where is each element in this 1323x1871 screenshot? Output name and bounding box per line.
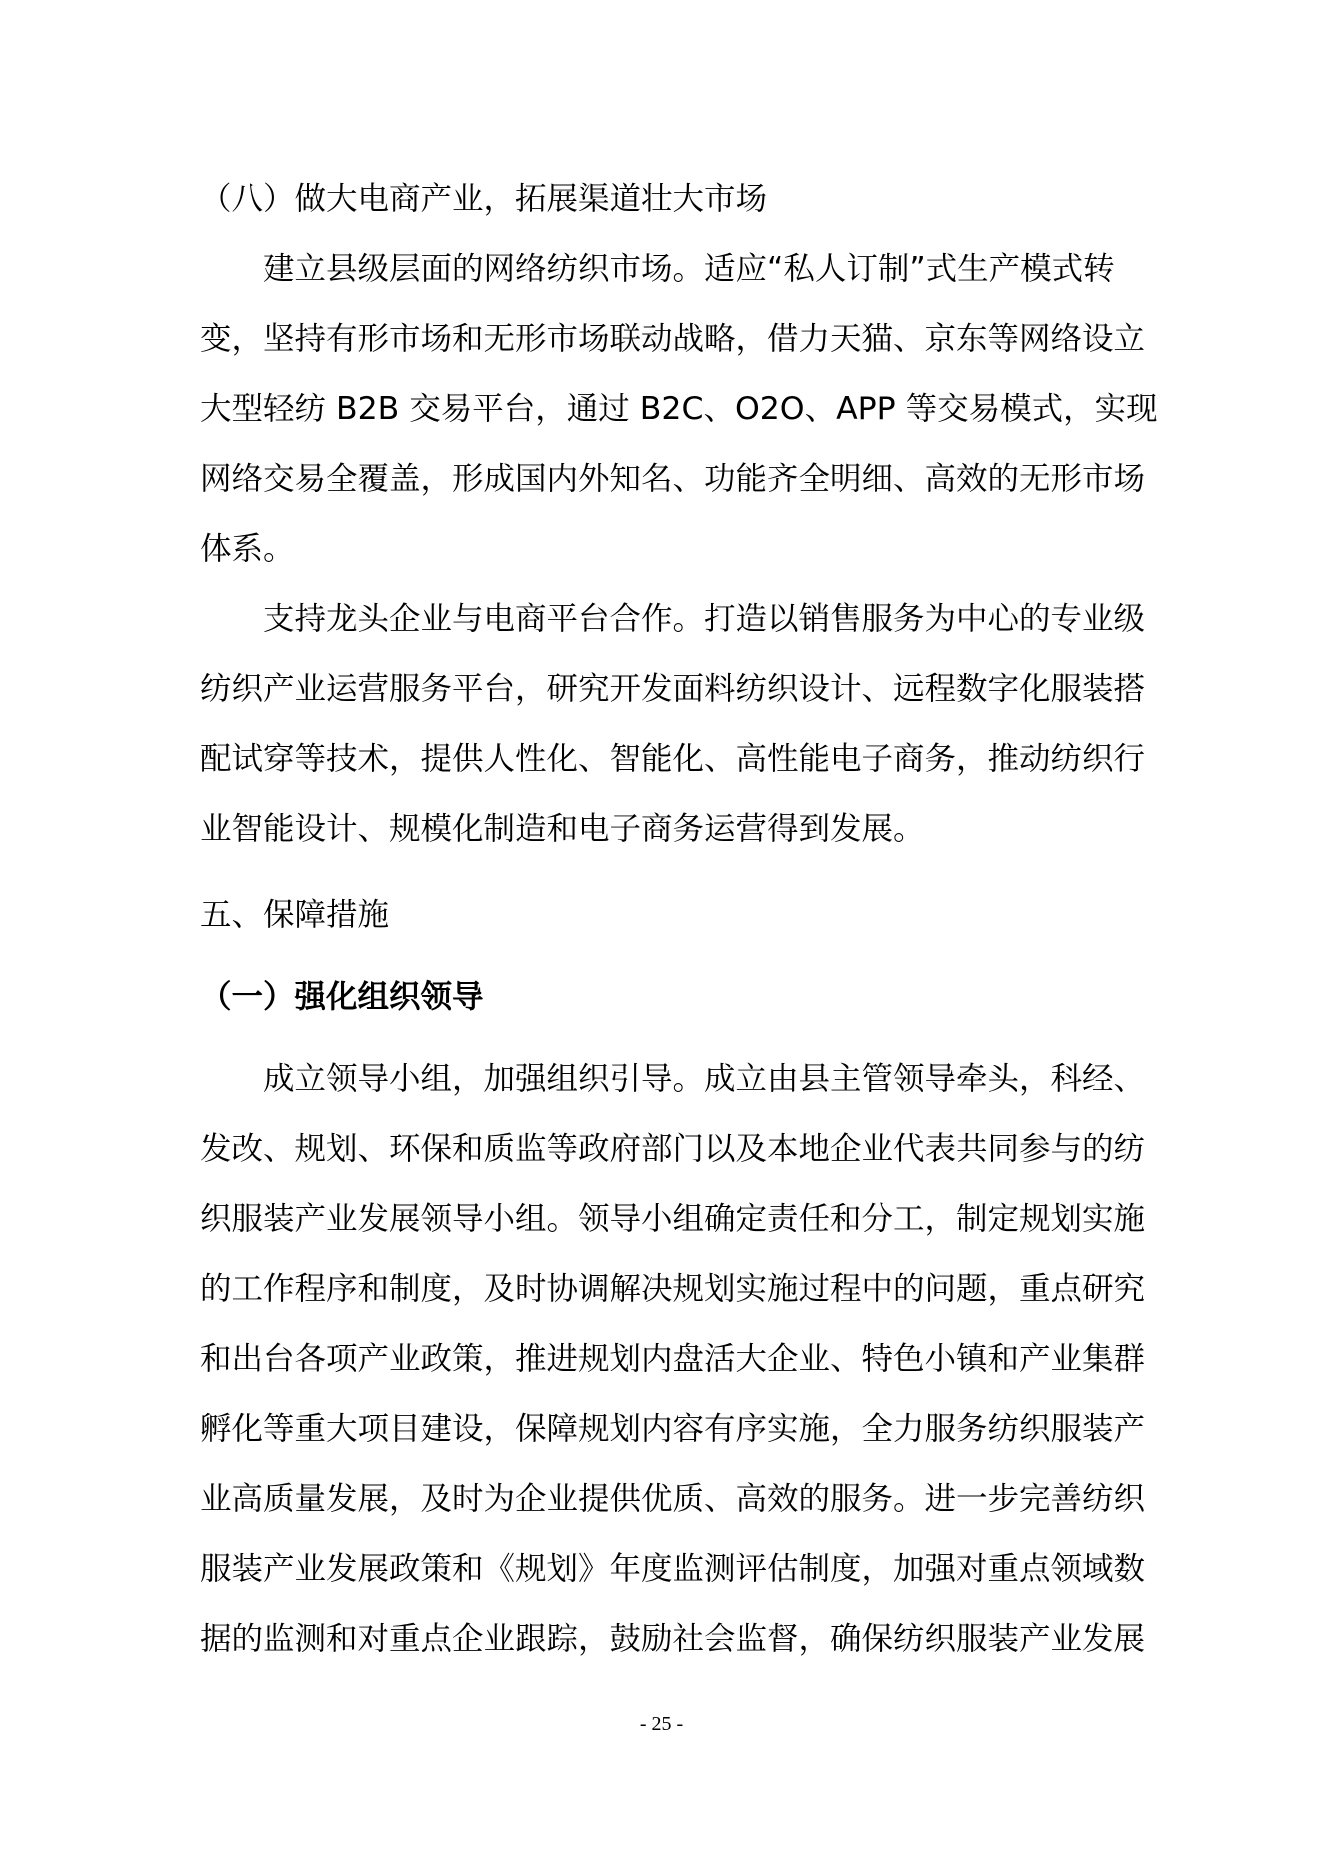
paragraph-line: 配试穿等技术，提供人性化、智能化、高性能电子商务，推动纺织行 [200, 741, 1146, 777]
paragraph-line: 业高质量发展，及时为企业提供优质、高效的服务。进一步完善纺织 [200, 1481, 1146, 1517]
paragraph-line: 变，坚持有形市场和无形市场联动战略，借力天猫、京东等网络设立 [200, 321, 1146, 357]
paragraph-line: 的工作程序和制度，及时协调解决规划实施过程中的问题，重点研究 [200, 1271, 1146, 1307]
paragraph-ecommerce-cooperation [200, 584, 1146, 864]
section-heading-5: 五、保障措施 [200, 897, 390, 933]
paragraph-line: 服装产业发展政策和《规划》年度监测评估制度，加强对重点领域数 [200, 1551, 1146, 1587]
paragraph-line: 网络交易全覆盖，形成国内外知名、功能齐全明细、高效的无形市场 [200, 461, 1146, 497]
page-number: - 25 - [639, 1713, 684, 1735]
paragraph-line: 支持龙头企业与电商平台合作。打造以销售服务为中心的专业级 [263, 601, 1146, 637]
paragraph-leadership-group [200, 1044, 1146, 1674]
section-heading-8: （八）做大电商产业，拓展渠道壮大市场 [200, 181, 768, 217]
paragraph-line: 纺织产业运营服务平台，研究开发面料纺织设计、远程数字化服装搭 [200, 671, 1146, 707]
paragraph-line: 建立县级层面的网络纺织市场。适应“私人订制”式生产模式转 [263, 251, 1115, 287]
document-body [200, 164, 1158, 1674]
paragraph-line: 和出台各项产业政策，推进规划内盘活大企业、特色小镇和产业集群 [200, 1341, 1146, 1377]
paragraph-line: 大型轻纺 B2B 交易平台，通过 B2C、O2O、APP 等交易模式，实现 [200, 391, 1158, 427]
paragraph-line: 织服装产业发展领导小组。领导小组确定责任和分工，制定规划实施 [200, 1201, 1146, 1237]
paragraph-line: 据的监测和对重点企业跟踪，鼓励社会监督，确保纺织服装产业发展 [200, 1621, 1146, 1657]
paragraph-line: 发改、规划、环保和质监等政府部门以及本地企业代表共同参与的纺 [200, 1131, 1146, 1167]
subsection-heading-5-1: （一）强化组织领导 [200, 979, 484, 1015]
paragraph-line: 体系。 [200, 531, 295, 567]
paragraph-online-market [200, 234, 1158, 584]
paragraph-line: 成立领导小组，加强组织引导。成立由县主管领导牵头，科经、 [263, 1061, 1146, 1097]
paragraph-line: 孵化等重大项目建设，保障规划内容有序实施，全力服务纺织服装产 [200, 1411, 1146, 1447]
paragraph-line: 业智能设计、规模化制造和电子商务运营得到发展。 [200, 811, 925, 847]
